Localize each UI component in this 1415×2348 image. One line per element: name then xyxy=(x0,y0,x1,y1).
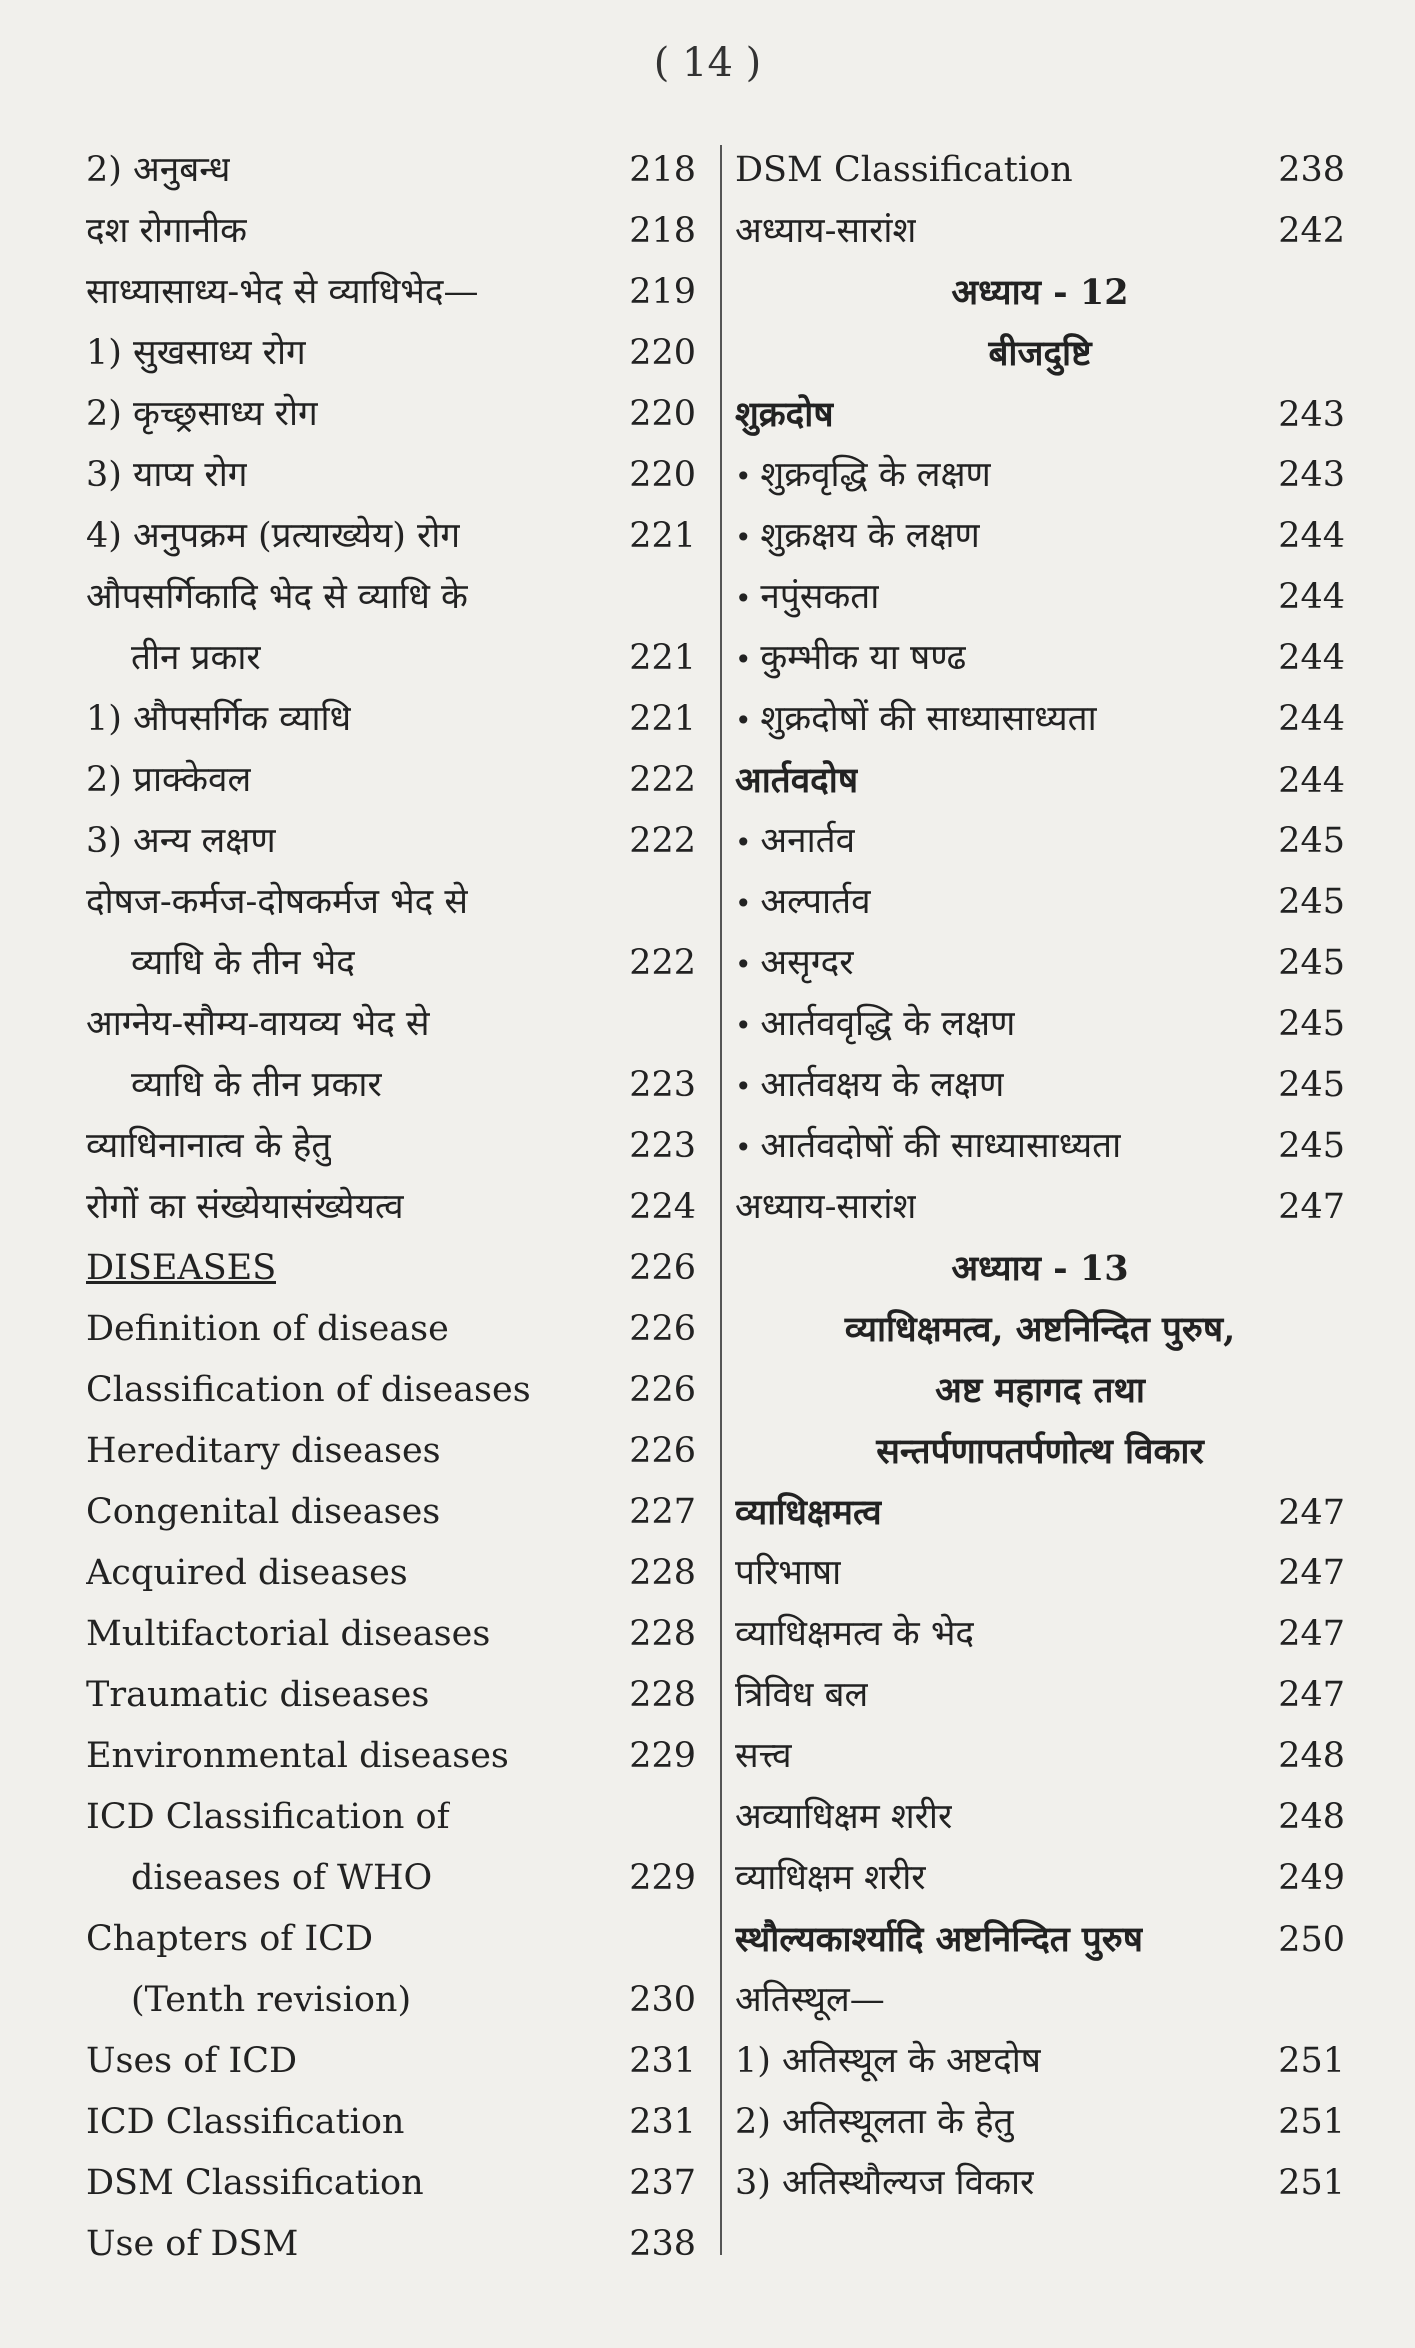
toc-entry-page: 237 xyxy=(629,2163,696,2203)
toc-entry-page: 228 xyxy=(629,1553,696,1593)
toc-entry xyxy=(86,1970,696,2031)
toc-entry xyxy=(86,2214,696,2275)
toc-entry xyxy=(86,1848,696,1909)
toc-entry-page: 222 xyxy=(629,821,696,861)
toc-entry-label: • शुक्रदोषों की साध्यासाध्यता xyxy=(735,689,1097,751)
toc-entry-page: 230 xyxy=(629,1980,696,2020)
toc-entry-page: 244 xyxy=(1278,638,1345,678)
toc-entry xyxy=(86,1604,696,1665)
toc-entry-page: 247 xyxy=(1278,1614,1345,1654)
toc-entry-page: 228 xyxy=(629,1614,696,1654)
toc-entry xyxy=(86,811,696,872)
toc-entry-page: 229 xyxy=(629,1858,696,1898)
toc-entry-page: 242 xyxy=(1278,211,1345,251)
toc-entry-label: DISEASES xyxy=(86,1248,277,1288)
toc-entry xyxy=(86,1238,696,1299)
toc-entry-label: स्थौल्यकार्श्यादि अष्टनिन्दित पुरुष xyxy=(735,1919,1143,1960)
toc-entry xyxy=(86,1543,696,1604)
toc-entry-page: 220 xyxy=(629,455,696,495)
toc-entry xyxy=(86,1787,696,1848)
toc-entry-label: परिभाषा xyxy=(735,1553,842,1593)
toc-entry xyxy=(735,750,1345,811)
toc-entry-label: (Tenth revision) xyxy=(131,1980,412,2020)
toc-entry xyxy=(735,1970,1345,2031)
toc-entry-label: Definition of disease xyxy=(86,1309,449,1349)
toc-entry-label: • आर्तवक्षय के लक्षण xyxy=(735,1055,1004,1117)
toc-entry xyxy=(86,567,696,628)
toc-entry xyxy=(86,872,696,933)
toc-entry-page: 245 xyxy=(1278,1004,1345,1044)
toc-entry xyxy=(86,140,696,201)
toc-entry-page: 248 xyxy=(1278,1736,1345,1776)
toc-entry-page: 229 xyxy=(629,1736,696,1776)
toc-entry-label: • शुक्रक्षय के लक्षण xyxy=(735,506,980,568)
toc-entry-page: 243 xyxy=(1278,455,1345,495)
toc-entry xyxy=(86,933,696,994)
toc-entry-label: आग्नेय-सौम्य-वायव्य भेद से xyxy=(86,1004,430,1044)
toc-entry xyxy=(86,2031,696,2092)
toc-left-column xyxy=(86,140,696,2275)
toc-entry-page: 245 xyxy=(1278,943,1345,983)
toc-entry-label: 2) अतिस्थूलता के हेतु xyxy=(735,2102,1014,2142)
toc-entry-label: • शुक्रवृद्धि के लक्षण xyxy=(735,445,991,507)
toc-entry-page: 244 xyxy=(1278,761,1345,801)
toc-entry xyxy=(86,2153,696,2214)
toc-entry-page: 231 xyxy=(629,2102,696,2142)
toc-entry-label: • नपुंसकता xyxy=(735,567,879,629)
toc-entry-page: 244 xyxy=(1278,577,1345,617)
toc-entry-page: 218 xyxy=(629,211,696,251)
chapter-heading: सन्तर्पणापतर्पणोत्थ विकार xyxy=(876,1431,1204,1472)
toc-entry-label: 2) कृच्छ्रसाध्य रोग xyxy=(86,394,318,434)
toc-entry-page: 221 xyxy=(629,516,696,556)
toc-entry-page: 250 xyxy=(1278,1920,1345,1960)
toc-entry-label: व्याधि के तीन भेद xyxy=(131,943,355,983)
toc-entry-page: 238 xyxy=(1278,150,1345,190)
toc-entry-label: 1) औपसर्गिक व्याधि xyxy=(86,699,352,739)
toc-entry-page: 223 xyxy=(629,1065,696,1105)
toc-entry-page: 245 xyxy=(1278,882,1345,922)
toc-entry-label: औपसर्गिकादि भेद से व्याधि के xyxy=(86,577,468,617)
toc-entry-label: • कुम्भीक या षण्ढ xyxy=(735,628,966,690)
toc-entry xyxy=(86,750,696,811)
toc-entry-page: 223 xyxy=(629,1126,696,1166)
toc-entry xyxy=(86,1360,696,1421)
toc-entry xyxy=(86,1055,696,1116)
toc-entry xyxy=(735,1604,1345,1665)
toc-entry-label: • आर्तववृद्धि के लक्षण xyxy=(735,994,1015,1056)
toc-entry xyxy=(735,994,1345,1055)
toc-entry-page: 248 xyxy=(1278,1797,1345,1837)
toc-entry-page: 247 xyxy=(1278,1493,1345,1533)
toc-entry-page: 247 xyxy=(1278,1553,1345,1593)
toc-entry-page: 226 xyxy=(629,1431,696,1471)
toc-entry-label: व्याधिक्षमत्व के भेद xyxy=(735,1614,975,1654)
page-number: ( 14 ) xyxy=(653,40,762,86)
toc-entry xyxy=(735,384,1345,445)
toc-entry-label: तीन प्रकार xyxy=(131,638,261,678)
toc-entry-page: 245 xyxy=(1278,821,1345,861)
toc-entry xyxy=(86,262,696,323)
toc-entry-label: त्रिविध बल xyxy=(735,1675,869,1715)
toc-entry-page: 220 xyxy=(629,394,696,434)
toc-entry-page: 247 xyxy=(1278,1187,1345,1227)
toc-entry-page: 251 xyxy=(1278,2163,1345,2203)
toc-entry xyxy=(735,2153,1345,2214)
toc-entry-label: व्याधि के तीन प्रकार xyxy=(131,1065,382,1105)
toc-entry xyxy=(735,872,1345,933)
toc-entry xyxy=(86,323,696,384)
chapter-heading: अष्ट महागद तथा xyxy=(935,1370,1145,1411)
toc-entry xyxy=(86,628,696,689)
toc-entry-label: Uses of ICD xyxy=(86,2041,298,2081)
toc-entry-label: आर्तवदोष xyxy=(735,760,859,801)
toc-entry-page: 228 xyxy=(629,1675,696,1715)
chapter-heading: अध्याय - 13 xyxy=(951,1248,1129,1289)
toc-entry xyxy=(735,201,1345,262)
toc-entry xyxy=(86,1909,696,1970)
toc-entry xyxy=(86,201,696,262)
toc-entry xyxy=(735,2031,1345,2092)
toc-entry xyxy=(735,811,1345,872)
toc-entry xyxy=(735,1482,1345,1543)
toc-entry-label: Environmental diseases xyxy=(86,1736,509,1776)
toc-entry-label: • अल्पार्तव xyxy=(735,872,871,934)
toc-entry xyxy=(735,140,1345,201)
toc-entry-label: 3) याप्य रोग xyxy=(86,455,248,495)
toc-entry-label: • आर्तवदोषों की साध्यासाध्यता xyxy=(735,1116,1121,1178)
toc-entry-label: ICD Classification of xyxy=(86,1797,450,1837)
toc-entry xyxy=(735,628,1345,689)
toc-entry xyxy=(86,1116,696,1177)
chapter-heading: अध्याय - 12 xyxy=(951,272,1129,313)
toc-entry-page: 221 xyxy=(629,638,696,678)
toc-entry-label: शुक्रदोष xyxy=(735,394,834,435)
toc-entry-page: 219 xyxy=(629,272,696,312)
toc-entry-label: अध्याय-सारांश xyxy=(735,211,917,251)
toc-entry-label: DSM Classification xyxy=(86,2163,424,2203)
toc-entry-label: व्याधिक्षम शरीर xyxy=(735,1858,926,1898)
toc-entry-page: 221 xyxy=(629,699,696,739)
toc-entry xyxy=(735,1665,1345,1726)
toc-entry-page: 251 xyxy=(1278,2041,1345,2081)
toc-entry xyxy=(86,384,696,445)
toc-entry-label: 3) अन्य लक्षण xyxy=(86,821,276,861)
toc-entry-page: 222 xyxy=(629,760,696,800)
toc-entry-page: 220 xyxy=(629,333,696,373)
toc-entry-label: व्याधिनानात्व के हेतु xyxy=(86,1126,332,1166)
toc-entry-label: Classification of diseases xyxy=(86,1370,531,1410)
toc-entry-label: दोषज-कर्मज-दोषकर्मज भेद से xyxy=(86,882,469,922)
toc-entry-label: सत्त्व xyxy=(735,1736,792,1776)
toc-entry-page: 243 xyxy=(1278,395,1345,435)
toc-right-column xyxy=(735,140,1345,2214)
toc-entry-page: 238 xyxy=(629,2224,696,2264)
toc-entry-page: 226 xyxy=(629,1370,696,1410)
toc-entry xyxy=(735,1909,1345,1970)
toc-entry-label: ICD Classification xyxy=(86,2102,405,2142)
toc-entry-label: रोगों का संख्येयासंख्येयत्व xyxy=(86,1187,404,1227)
toc-entry-label: Congenital diseases xyxy=(86,1492,441,1532)
toc-entry xyxy=(86,506,696,567)
toc-entry xyxy=(735,1177,1345,1238)
toc-entry-label: 2) प्राक्केवल xyxy=(86,760,252,800)
column-divider xyxy=(720,145,722,2255)
toc-entry xyxy=(735,445,1345,506)
toc-entry xyxy=(735,1787,1345,1848)
toc-entry-page: 227 xyxy=(629,1492,696,1532)
toc-entry xyxy=(735,2092,1345,2153)
toc-entry-label: 1) सुखसाध्य रोग xyxy=(86,333,306,373)
toc-entry xyxy=(86,994,696,1055)
toc-entry xyxy=(86,1299,696,1360)
toc-entry-label: diseases of WHO xyxy=(131,1858,433,1898)
toc-entry xyxy=(735,1116,1345,1177)
toc-entry xyxy=(86,689,696,750)
toc-entry-page: 247 xyxy=(1278,1675,1345,1715)
toc-entry-label: • असृग्दर xyxy=(735,933,854,995)
toc-entry-page: 244 xyxy=(1278,699,1345,739)
toc-entry xyxy=(86,1421,696,1482)
toc-entry-page: 218 xyxy=(629,150,696,190)
chapter-heading: बीजदुष्टि xyxy=(988,333,1092,374)
toc-entry-page: 226 xyxy=(629,1309,696,1349)
toc-entry-label: Traumatic diseases xyxy=(86,1675,430,1715)
toc-entry xyxy=(86,1726,696,1787)
toc-entry xyxy=(735,506,1345,567)
toc-entry xyxy=(735,567,1345,628)
toc-entry-label: 4) अनुपक्रम (प्रत्याख्येय) रोग xyxy=(86,516,461,556)
toc-entry xyxy=(86,1177,696,1238)
toc-entry-label: व्याधिक्षमत्व xyxy=(735,1492,882,1533)
toc-entry-label: Acquired diseases xyxy=(86,1553,408,1593)
toc-entry xyxy=(735,689,1345,750)
toc-entry-label: अतिस्थूल— xyxy=(735,1980,885,2020)
toc-entry-label: अध्याय-सारांश xyxy=(735,1187,917,1227)
toc-entry-page: 224 xyxy=(629,1187,696,1227)
chapter-heading: व्याधिक्षमत्व, अष्टनिन्दित पुरुष, xyxy=(844,1309,1236,1350)
toc-entry-page: 249 xyxy=(1278,1858,1345,1898)
toc-entry-label: Multifactorial diseases xyxy=(86,1614,491,1654)
toc-entry xyxy=(86,2092,696,2153)
toc-entry xyxy=(86,445,696,506)
toc-entry-label: Chapters of ICD xyxy=(86,1919,374,1959)
toc-entry-page: 251 xyxy=(1278,2102,1345,2142)
toc-entry-label: • अनार्तव xyxy=(735,811,855,873)
toc-entry-page: 244 xyxy=(1278,516,1345,556)
toc-entry xyxy=(735,1848,1345,1909)
toc-entry-page: 226 xyxy=(629,1248,696,1288)
toc-entry-label: 3) अतिस्थौल्यज विकार xyxy=(735,2163,1035,2203)
toc-entry-label: 1) अतिस्थूल के अष्टदोष xyxy=(735,2041,1042,2081)
toc-entry-page: 222 xyxy=(629,943,696,983)
toc-entry-label: साध्यासाध्य-भेद से व्याधिभेद— xyxy=(86,272,479,312)
toc-entry-label: दश रोगानीक xyxy=(86,211,248,251)
toc-entry-page: 245 xyxy=(1278,1065,1345,1105)
toc-entry xyxy=(735,1543,1345,1604)
toc-entry-page: 231 xyxy=(629,2041,696,2081)
toc-entry xyxy=(735,1055,1345,1116)
toc-entry xyxy=(86,1665,696,1726)
toc-entry-label: Use of DSM xyxy=(86,2224,299,2264)
toc-entry-page: 245 xyxy=(1278,1126,1345,1166)
toc-entry-label: 2) अनुबन्ध xyxy=(86,150,231,190)
toc-entry-label: Hereditary diseases xyxy=(86,1431,441,1471)
toc-entry-label: DSM Classification xyxy=(735,150,1073,190)
toc-entry-label: अव्याधिक्षम शरीर xyxy=(735,1797,953,1837)
toc-entry xyxy=(735,933,1345,994)
toc-entry xyxy=(735,1726,1345,1787)
toc-entry xyxy=(86,1482,696,1543)
